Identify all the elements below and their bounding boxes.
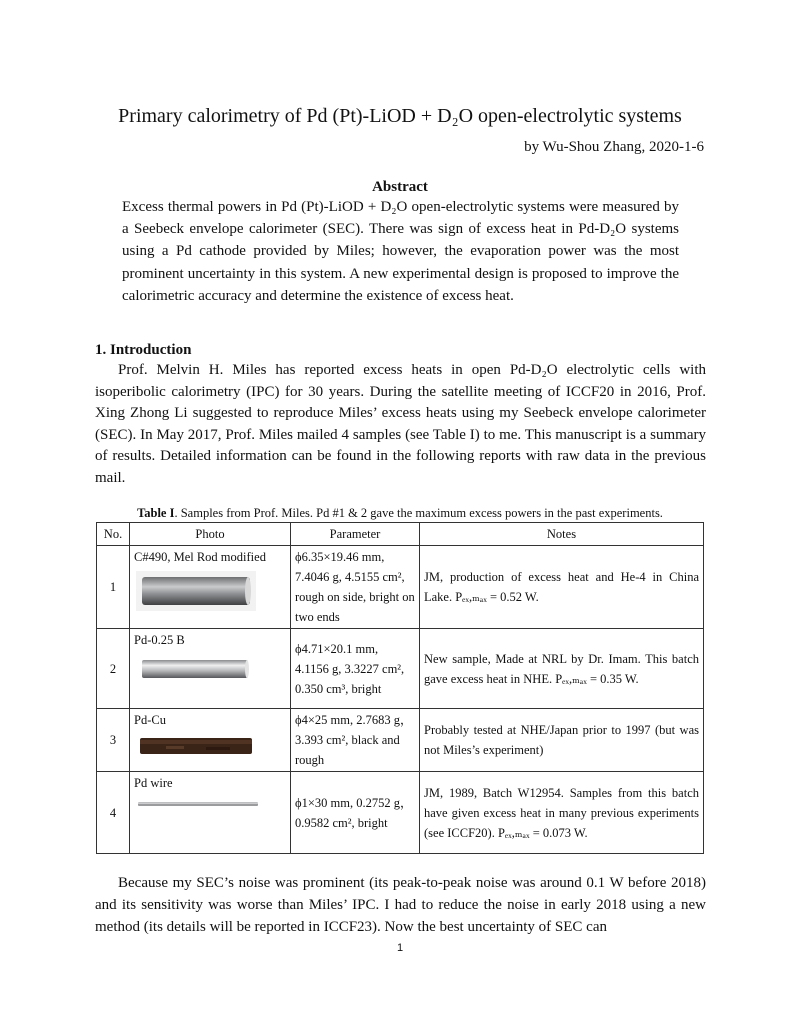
row-number: 1 xyxy=(97,546,130,629)
photo-cell xyxy=(130,629,291,709)
table-caption-text: . Samples from Prof. Miles. Pd #1 & 2 gave the maximum excess powers in the past experiments. xyxy=(174,506,663,520)
photo-cell xyxy=(130,709,291,772)
pd-rod-photo xyxy=(136,571,256,611)
row-number: 2 xyxy=(97,629,130,709)
page-number: 1 xyxy=(396,942,404,954)
photo-cell xyxy=(130,772,291,854)
samples-table-container xyxy=(96,522,704,854)
paper-title: Primary calorimetry of Pd (Pt)-LiOD + D₂O open-electrolytic systems xyxy=(118,105,682,127)
table-header-row xyxy=(97,523,704,546)
sample-name: Pd wire xyxy=(134,776,173,790)
header-photo: Photo xyxy=(130,523,291,546)
notes-cell: JM, production of excess heat and He-4 in China Lake. Pₑₓ,ₘₐₓ = 0.52 W. xyxy=(420,546,704,629)
parameter-cell: ϕ1×30 mm, 0.2752 g，0.9582 cm², bright xyxy=(291,772,420,854)
header-no: No. xyxy=(97,523,130,546)
parameter-cell: ϕ6.35×19.46 mm, 7.4046 g, 4.5155 cm², rough on side, bright on two ends xyxy=(291,546,420,629)
table-row xyxy=(97,629,704,709)
parameter-cell: ϕ4.71×20.1 mm, 4.1156 g, 3.3227 cm², 0.350 cm³, bright xyxy=(291,629,420,709)
header-notes: Notes xyxy=(420,523,704,546)
notes-cell: JM, 1989, Batch W12954. Samples from this batch have given excess heat in many previous experiments (see ICCF20). Pₑₓ,ₘₐₓ = 0.073 W. xyxy=(420,772,704,854)
abstract-heading: Abstract xyxy=(372,179,428,195)
notes-cell: New sample, Made at NRL by Dr. Imam. This batch gave excess heat in NHE. Pₑₓ,ₘₐₓ = 0.35 W. xyxy=(420,629,704,709)
header-parameter: Parameter xyxy=(291,523,420,546)
sample-name: C#490, Mel Rod modified xyxy=(134,550,266,564)
row-number: 4 xyxy=(97,772,130,854)
table-row xyxy=(97,546,704,629)
notes-cell: Probably tested at NHE/Japan prior to 1997 (but was not Miles’s experiment) xyxy=(420,709,704,772)
table-caption xyxy=(0,505,800,521)
photo-cell xyxy=(130,546,291,629)
samples-table xyxy=(96,522,704,854)
parameter-cell: ϕ4×25 mm, 2.7683 g，3.393 cm², black and rough xyxy=(291,709,420,772)
abstract-body: Excess thermal powers in Pd (Pt)-LiOD + D₂O open-electrolytic systems were measured by a Seebeck envelope calorimeter (SEC). There was sign of excess heat in Pd-D₂O systems using a Pd cathode provided by Miles; however, the evaporation power was the most prominent uncertainty in this system. A new experimental design is proposed to improve the calorimetric accuracy and determine the existence of excess heat. xyxy=(122,199,679,304)
body-paragraph: Because my SEC’s noise was prominent (its peak-to-peak noise was around 0.1 W before 2018) and its sensitivity was worse than Miles’ IPC. I had to reduce the noise in early 2018 using a new method (its details will be reported in ICCF23). Now the best uncertainty of SEC can xyxy=(95,875,706,935)
sample-name: Pd-0.25 B xyxy=(134,633,185,647)
table-row xyxy=(97,709,704,772)
pd-wire-photo xyxy=(136,797,260,811)
table-caption-label: Table I xyxy=(137,506,175,520)
introduction-body: Prof. Melvin H. Miles has reported excess heats in open Pd-D₂O electrolytic cells with isoperibolic calorimetry (IPC) for 30 years. During the satellite meeting of ICCF20 in 2016, Prof. Xing Zhong Li suggested to reproduce Miles’ excess heats using my Seebeck envelope calorimeter (SEC). In May 2017, Prof. Miles mailed 4 samples (see Table I) to me. This manuscript is a summary of results. Detailed information can be found in the following reports with raw data in the previous mail. xyxy=(95,362,706,486)
pd-cu-rod-photo xyxy=(136,734,256,758)
table-row xyxy=(97,772,704,854)
introduction-heading: 1. Introduction xyxy=(95,342,192,358)
pd-rod-photo xyxy=(136,654,256,684)
row-number: 3 xyxy=(97,709,130,772)
sample-name: Pd-Cu xyxy=(134,713,166,727)
author-byline: by Wu-Shou Zhang, 2020-1-6 xyxy=(524,139,704,155)
